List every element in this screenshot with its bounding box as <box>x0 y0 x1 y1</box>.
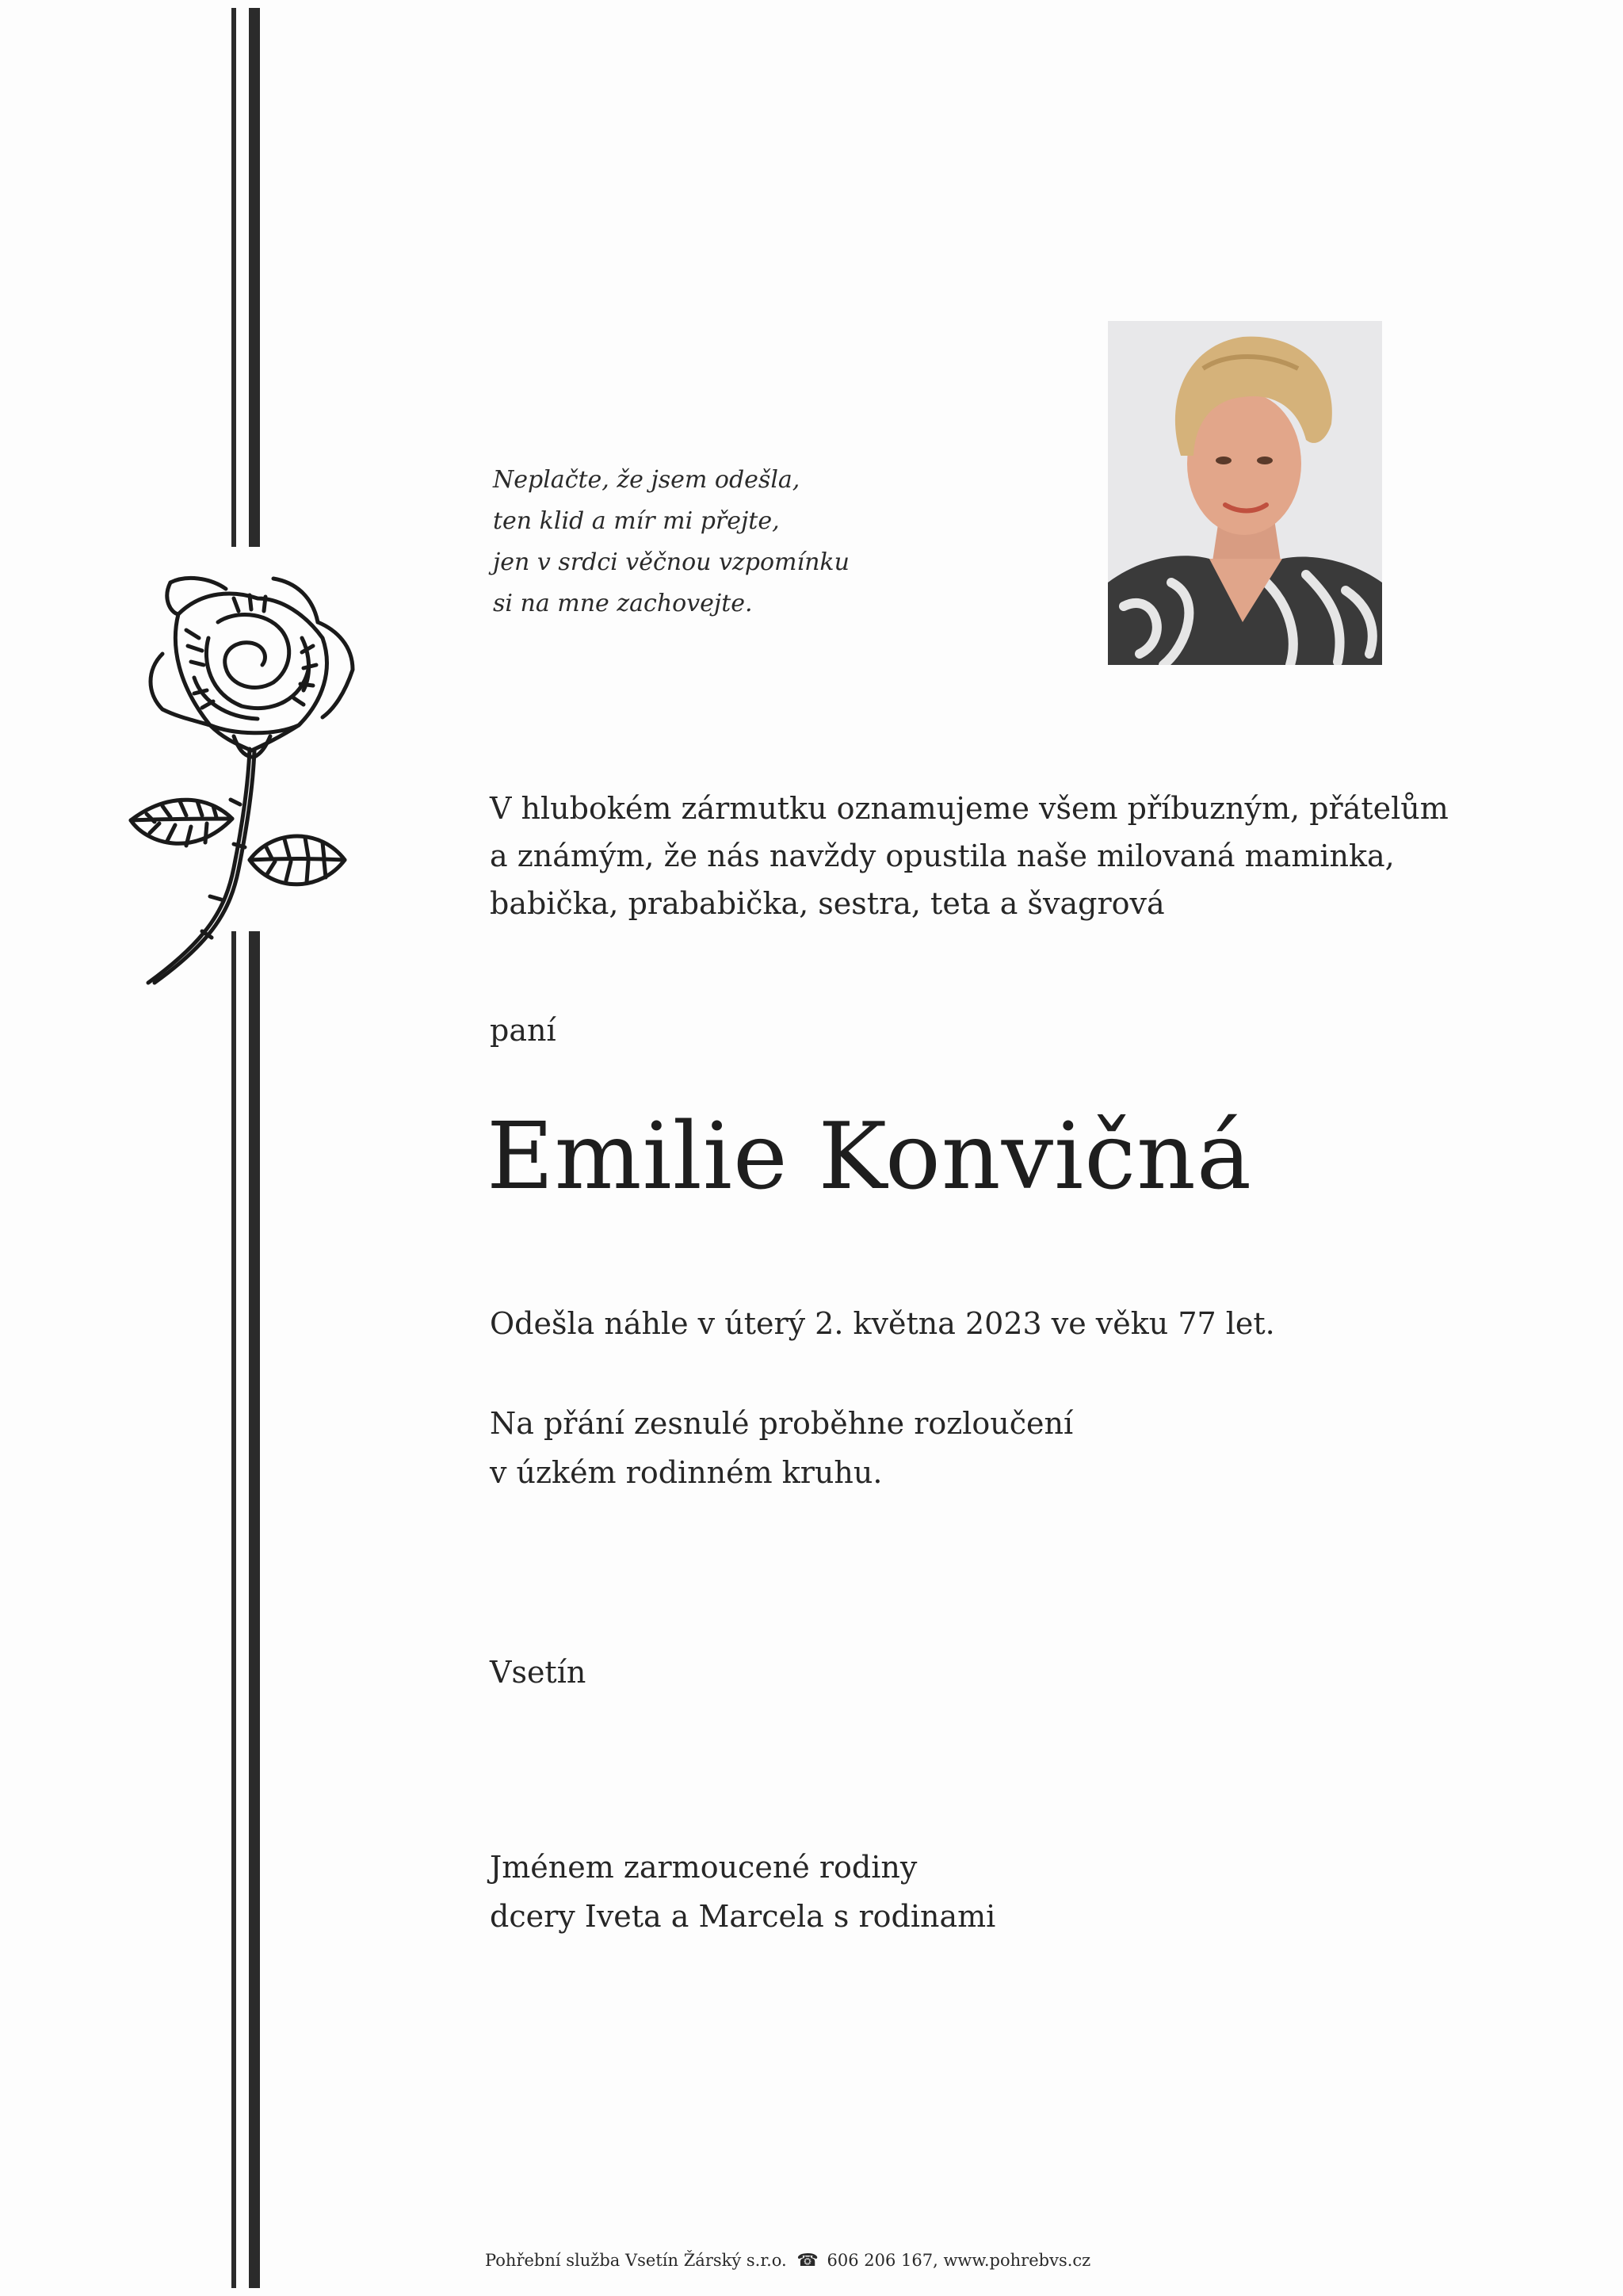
poem-line: ten klid a mír mi přejte, <box>493 507 780 535</box>
poem-line: Neplačte, že jsem odešla, <box>493 466 800 494</box>
title-prefix: paní <box>490 1013 556 1048</box>
border-line-thick-bottom <box>249 931 260 2288</box>
intro-line: babička, prababička, sestra, teta a švagrová <box>490 886 1165 921</box>
company-name: Pohřební služba Vsetín Žárský s.r.o. <box>485 2251 787 2270</box>
ceremony-note <box>490 1399 1073 1497</box>
family-line: dcery Iveta a Marcela s rodinami <box>490 1899 996 1934</box>
funeral-service-footer <box>485 2251 1090 2271</box>
phone-icon: ☎ <box>796 2251 819 2271</box>
poem-line: jen v srdci věčnou vzpomínku <box>493 548 850 576</box>
ceremony-line: v úzkém rodinném kruhu. <box>490 1455 883 1490</box>
intro-line: V hlubokém zármutku oznamujeme všem příbuzným, přátelům <box>490 791 1449 826</box>
memorial-poem <box>493 460 850 625</box>
border-line-thin-top <box>231 8 236 547</box>
intro-line: a známým, že nás navždy opustila naše milovaná maminka, <box>490 839 1395 873</box>
family-line: Jménem zarmoucené rodiny <box>490 1850 918 1885</box>
city-name: Vsetín <box>490 1655 586 1690</box>
portrait-image <box>1108 321 1382 665</box>
portrait-photo <box>1108 321 1382 665</box>
poem-line: si na mne zachovejte. <box>493 590 753 617</box>
death-note: Odešla náhle v úterý 2. května 2023 ve věku 77 let. <box>490 1306 1275 1341</box>
ceremony-line: Na přání zesnulé proběhne rozloučení <box>490 1406 1074 1441</box>
contact-info: 606 206 167, www.pohrebvs.cz <box>827 2251 1091 2270</box>
border-line-thick-top <box>249 8 260 547</box>
announcement-intro <box>490 785 1449 927</box>
rose-icon <box>115 567 384 987</box>
deceased-name: Emilie Konvičná <box>487 1103 1253 1210</box>
family-signature <box>490 1843 995 1941</box>
border-line-thin-bottom <box>231 931 236 2288</box>
